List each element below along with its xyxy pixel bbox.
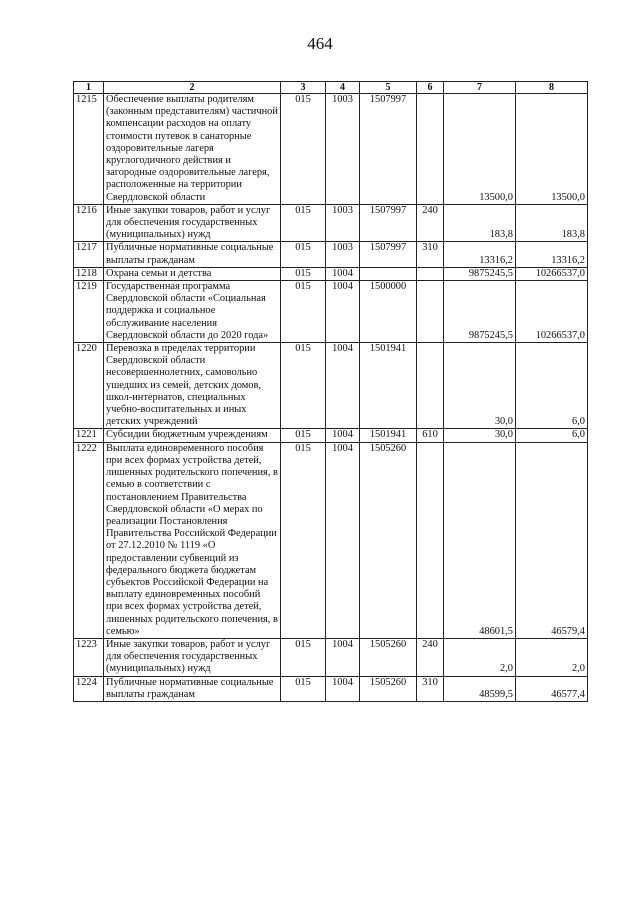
row-name-cell: Иные закупки товаров, работ и услуг для обеспечения государственных (муниципальных) нужд [104,638,281,676]
amount-year1-cell: 48601,5 [444,442,516,638]
column-header: 8 [516,82,588,94]
amount-year1-cell: 183,8 [444,204,516,242]
table-row [74,343,588,429]
amount-year1-cell: 13316,2 [444,242,516,267]
row-name-cell: Публичные нормативные социальные выплаты гражданам [104,676,281,701]
admin-code-cell: 015 [281,94,326,205]
target-code-cell: 1505260 [360,638,417,676]
row-number-cell: 1221 [74,429,104,442]
amount-year2-cell: 46579,4 [516,442,588,638]
section-code-cell: 1003 [326,242,360,267]
expense-type-cell [417,281,444,343]
amount-year2-cell: 183,8 [516,204,588,242]
amount-year2-cell: 13500,0 [516,94,588,205]
expense-type-cell [417,442,444,638]
admin-code-cell: 015 [281,442,326,638]
table-row [74,204,588,242]
admin-code-cell: 015 [281,343,326,429]
amount-year2-cell: 6,0 [516,343,588,429]
admin-code-cell: 015 [281,242,326,267]
table-header-row [74,82,588,94]
row-number-cell: 1222 [74,442,104,638]
column-header: 2 [104,82,281,94]
row-name-cell: Обеспечение выплаты родителям (законным представителям) частичной компенсации расходов на оплату стоимости путевок в санаторные оздоровительные лагеря круглогодичного действия и загородные оздоровительные лагеря, расположенные на территории Свердловской области [104,94,281,205]
admin-code-cell: 015 [281,204,326,242]
row-name-cell: Перевозка в пределах территории Свердловской области несовершеннолетних, самовольно ушедших из семей, детских домов, школ-интернатов, специальных учебно-воспитательных и иных детских учреждений [104,343,281,429]
amount-year1-cell: 2,0 [444,638,516,676]
admin-code-cell: 015 [281,429,326,442]
amount-year1-cell: 9875245,5 [444,267,516,280]
section-code-cell: 1003 [326,204,360,242]
row-number-cell: 1224 [74,676,104,701]
table-row [74,676,588,701]
section-code-cell: 1004 [326,442,360,638]
expense-type-cell: 310 [417,242,444,267]
section-code-cell: 1004 [326,638,360,676]
expense-type-cell [417,343,444,429]
amount-year2-cell: 6,0 [516,429,588,442]
amount-year1-cell: 30,0 [444,343,516,429]
table-row [74,281,588,343]
expense-type-cell: 240 [417,638,444,676]
expense-type-cell: 240 [417,204,444,242]
target-code-cell [360,267,417,280]
target-code-cell: 1500000 [360,281,417,343]
amount-year1-cell: 13500,0 [444,94,516,205]
section-code-cell: 1004 [326,676,360,701]
column-header: 6 [417,82,444,94]
admin-code-cell: 015 [281,638,326,676]
target-code-cell: 1507997 [360,242,417,267]
expense-type-cell [417,267,444,280]
amount-year2-cell: 10266537,0 [516,281,588,343]
target-code-cell: 1507997 [360,204,417,242]
expense-type-cell: 310 [417,676,444,701]
row-name-cell: Охрана семьи и детства [104,267,281,280]
row-name-cell: Выплата единовременного пособия при всех формах устройства детей, лишенных родительского попечения, в семью в соответствии с постановлением Правительства Свердловской области «О мерах по реализации Постановления Правительства Российской Федерации от 27.12.2010 № 1119 «О предоставлении субвенций из федерального бюджета бюджетам субъектов Российской Федерации на выплату единовременных пособий при всех формах устройства детей, лишенных родительского попечения, в семью» [104,442,281,638]
expense-type-cell [417,94,444,205]
column-header: 5 [360,82,417,94]
table-row [74,94,588,205]
table-row [74,242,588,267]
row-number-cell: 1219 [74,281,104,343]
row-number-cell: 1217 [74,242,104,267]
expense-type-cell: 610 [417,429,444,442]
row-name-cell: Публичные нормативные социальные выплаты гражданам [104,242,281,267]
amount-year1-cell: 9875245,5 [444,281,516,343]
section-code-cell: 1004 [326,343,360,429]
amount-year1-cell: 30,0 [444,429,516,442]
table-row [74,429,588,442]
admin-code-cell: 015 [281,281,326,343]
table-row [74,442,588,638]
column-header: 4 [326,82,360,94]
section-code-cell: 1004 [326,429,360,442]
row-name-cell: Субсидии бюджетным учреждениям [104,429,281,442]
section-code-cell: 1003 [326,94,360,205]
target-code-cell: 1505260 [360,676,417,701]
row-name-cell: Государственная программа Свердловской области «Социальная поддержка и социальное обслуживание населения Свердловской области до 2020 года» [104,281,281,343]
target-code-cell: 1501941 [360,343,417,429]
row-name-cell: Иные закупки товаров, работ и услуг для обеспечения государственных (муниципальных) нужд [104,204,281,242]
column-header: 3 [281,82,326,94]
row-number-cell: 1216 [74,204,104,242]
target-code-cell: 1505260 [360,442,417,638]
column-header: 7 [444,82,516,94]
table-row [74,638,588,676]
target-code-cell: 1507997 [360,94,417,205]
amount-year2-cell: 10266537,0 [516,267,588,280]
row-number-cell: 1218 [74,267,104,280]
table-body [74,94,588,702]
admin-code-cell: 015 [281,676,326,701]
page-number: 464 [307,34,333,53]
row-number-cell: 1223 [74,638,104,676]
budget-table [73,81,588,702]
amount-year2-cell: 46577,4 [516,676,588,701]
table-row [74,267,588,280]
amount-year2-cell: 2,0 [516,638,588,676]
section-code-cell: 1004 [326,281,360,343]
row-number-cell: 1215 [74,94,104,205]
amount-year2-cell: 13316,2 [516,242,588,267]
target-code-cell: 1501941 [360,429,417,442]
column-header: 1 [74,82,104,94]
row-number-cell: 1220 [74,343,104,429]
section-code-cell: 1004 [326,267,360,280]
admin-code-cell: 015 [281,267,326,280]
amount-year1-cell: 48599,5 [444,676,516,701]
